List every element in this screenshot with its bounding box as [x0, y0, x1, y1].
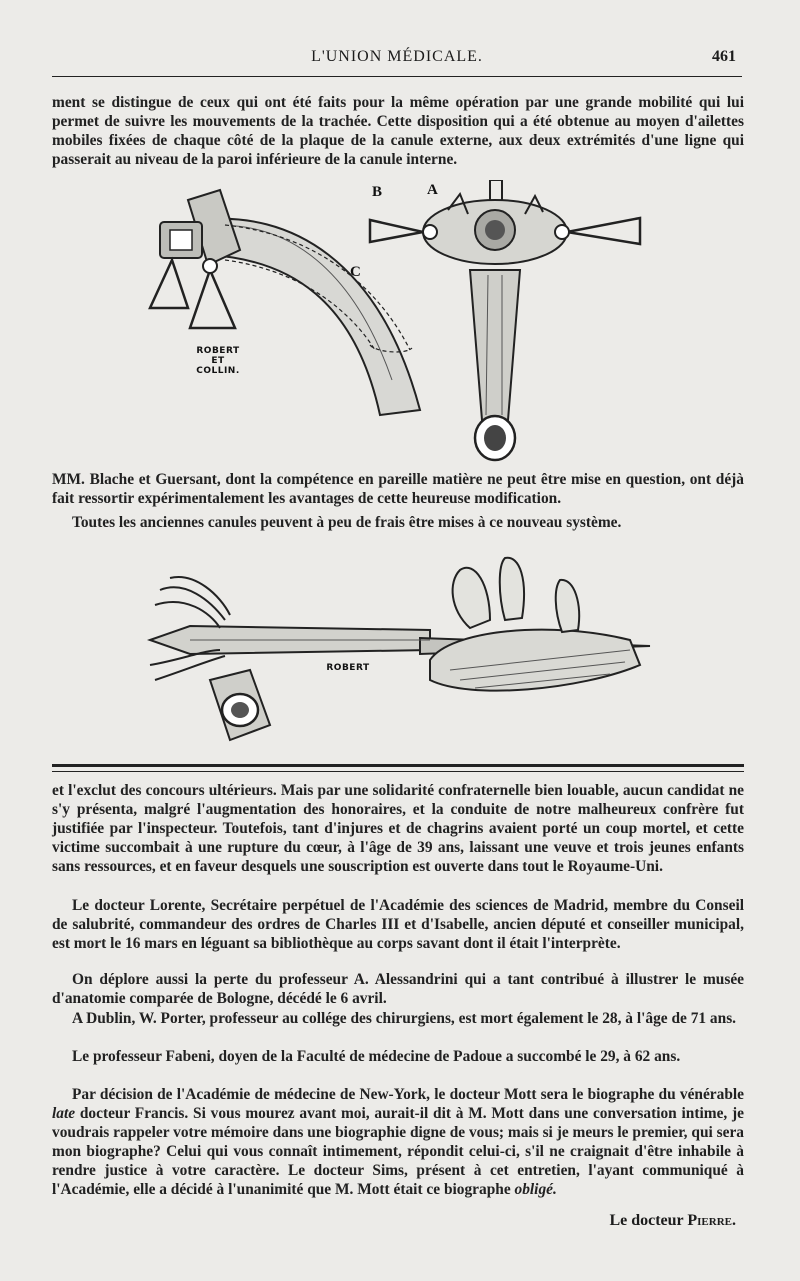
signature-name: Pierre.: [687, 1212, 736, 1229]
mott-oblige-word: obligé.: [514, 1181, 557, 1198]
running-title: L'UNION MÉDICALE.: [311, 48, 483, 65]
figure-letter-c: C: [350, 264, 361, 280]
signature-prefix: Le docteur: [609, 1212, 688, 1229]
cannula-illustration: [130, 180, 670, 465]
paragraph-blache-guersant: MM. Blache et Guersant, dont la compétence en pareille matière ne peut être mise en question, ont déjà fait ressortir expérimentalement les avantages de cette heureuse modification.: [52, 471, 744, 507]
paragraph-mott: [52, 1085, 744, 1199]
paragraph-alessandrini: On déplore aussi la perte du professeur A. Alessandrini qui a tant contribué à illustrer le musée d'anatomie comparée de Bologne, décédé le 6 avril.: [52, 971, 744, 1007]
signature: [609, 1212, 736, 1230]
paragraph-fabeni: Le professeur Fabeni, doyen de la Faculté de médecine de Padoue a succombé le 29, à 62 ans.: [72, 1048, 681, 1065]
maker-line-3: COLLIN.: [196, 366, 240, 376]
figure-letter-a: A: [427, 182, 438, 198]
running-header: [52, 44, 742, 77]
mott-late-word: late: [52, 1105, 76, 1122]
figure-letter-b: B: [372, 184, 383, 200]
paragraph-anciennes-canules: Toutes les anciennes canules peuvent à peu de frais être mises à ce nouveau système.: [72, 514, 622, 531]
instrument-illustration: [130, 550, 660, 755]
section-rule: [52, 764, 744, 772]
maker-line-1: ROBERT: [196, 346, 240, 356]
figure2-maker-label: ROBERT: [326, 663, 370, 673]
figure-instrument: [130, 550, 660, 755]
figure-cannula: [130, 180, 670, 465]
page-number: 461: [712, 48, 736, 65]
paragraph-concours: et l'exclut des concours ultérieurs. Mais par une solidarité confraternelle bien louable, aucun candidat ne s'y présenta, malgré l'augmentation des honoraires, et la conduite de notre malheureux confrère fut justifiée par l'inspecteur. Toutefois, tant d'injures et de chagrins avaient porté un coup mortel, et cette victime succombait à une rupture du cœur, à l'âge de 39 ans, laissant une veuve et trois jeunes enfants sans ressources, et en faveur desquels une souscription est ouverte dans tout le Royaume-Uni.: [52, 782, 744, 875]
paragraph-lorente: Le docteur Lorente, Secrétaire perpétuel de l'Académie des sciences de Madrid, membre du Conseil de salubrité, commandeur des ordres de Charles III et d'Isabelle, ancien député et conseiller municipal, est mort le 16 mars en léguant sa bibliothèque au corps savant dont il était l'interprète.: [52, 897, 744, 952]
maker-line-2: ET: [211, 356, 225, 366]
paragraph-porter: A Dublin, W. Porter, professeur au collége des chirurgiens, est mort également le 28, à l'âge de 71 ans.: [72, 1010, 737, 1027]
mott-text-2: docteur Francis. Si vous mourez avant moi, aurait-il dit à M. Mott dans une conversation intime, je voudrais rappeler votre mémoire dans une biographie digne de vous; mais si je meurs le premier, qui sera mon biographe? Celui qui vous connaît intimement, répondit celui-ci, s'il ne craignait d'être inhabile à rendre justice à votre caractère. Le docteur Sims, présent à cet entretien, l'ayant communiqué à l'Académie, elle a décidé à l'unanimité que M. Mott était ce biographe: [52, 1105, 744, 1198]
mott-text-1: Par décision de l'Académie de médecine de New-York, le docteur Mott sera le biographe du vénérable: [72, 1086, 744, 1103]
figure-maker-label: [192, 346, 244, 376]
paragraph-canule-description: ment se distingue de ceux qui ont été faits pour la même opération par une grande mobilité qui lui permet de suivre les mouvements de la trachée. Cette disposition qui a été obtenue au moyen d'ailettes mobiles fixées de chaque côté de la plaque de la canule externe, aux deux extrémités d'une ligne qui passerait au niveau de la paroi inférieure de la canule interne.: [52, 94, 744, 168]
